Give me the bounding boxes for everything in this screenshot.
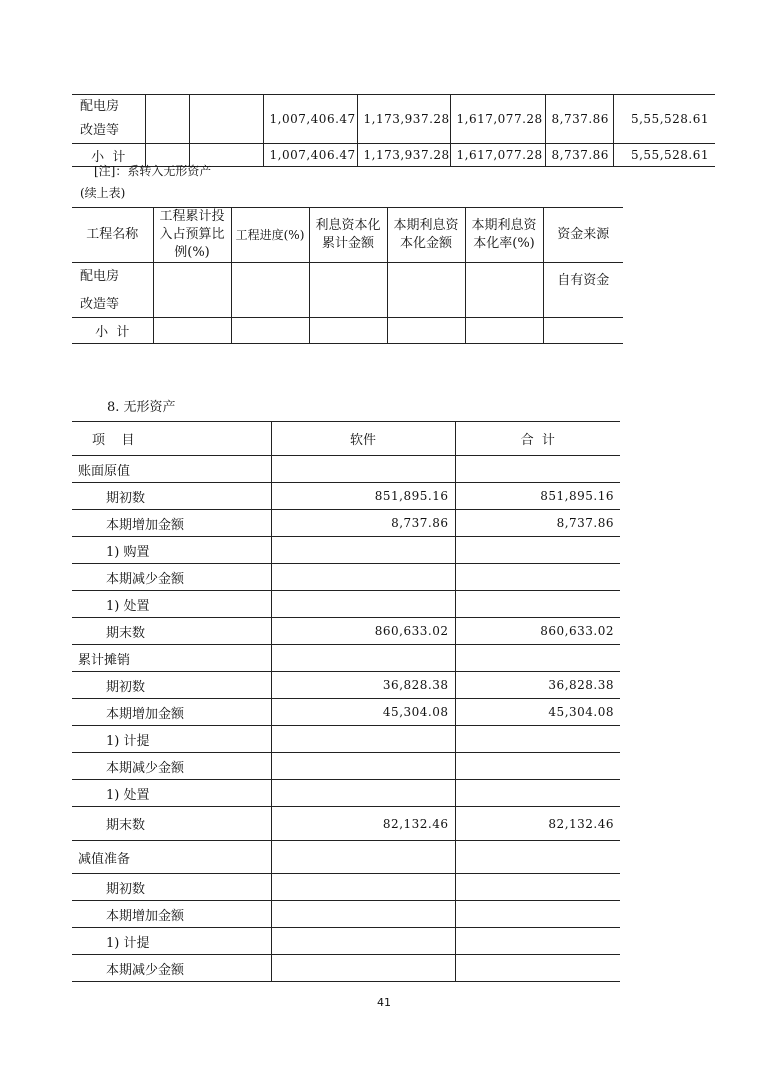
value-cell: 1,617,077.28 — [450, 144, 545, 167]
empty-cell — [309, 263, 387, 318]
empty-cell — [153, 263, 231, 318]
intangible-body — [72, 456, 620, 982]
total-value: 851,895.16 — [455, 483, 620, 510]
total-value — [455, 928, 620, 955]
software-value — [271, 591, 455, 618]
software-value — [271, 753, 455, 780]
empty-cell — [231, 263, 309, 318]
row-label: 减值准备 — [72, 841, 271, 874]
row-label: 累计摊销 — [72, 645, 271, 672]
value-cell: 8,737.86 — [545, 95, 613, 144]
table-row — [72, 841, 620, 874]
table-row — [72, 672, 620, 699]
empty-cell — [387, 318, 465, 344]
header-cell: 本期利息资本化率(%) — [465, 208, 543, 263]
header-cell: 工程累计投入占预算比例(%) — [153, 208, 231, 263]
table-row — [72, 780, 620, 807]
row-label: 期末数 — [72, 618, 271, 645]
total-value — [455, 753, 620, 780]
row-label: 期初数 — [72, 874, 271, 901]
table-row — [72, 456, 620, 483]
header-cell: 项 目 — [72, 422, 271, 456]
software-value — [271, 928, 455, 955]
total-value: 45,304.08 — [455, 699, 620, 726]
total-value — [455, 901, 620, 928]
total-value: 36,828.38 — [455, 672, 620, 699]
table-header-row — [72, 208, 623, 263]
value-cell: 1,007,406.47 — [263, 144, 357, 167]
row-label: 账面原值 — [72, 456, 271, 483]
header-cell: 利息资本化累计金额 — [309, 208, 387, 263]
row-label: 期初数 — [72, 672, 271, 699]
empty-cell — [309, 318, 387, 344]
table-row — [72, 874, 620, 901]
intangible-assets-table — [72, 421, 620, 982]
value-cell: 1,007,406.47 — [263, 95, 357, 144]
empty-cell — [465, 318, 543, 344]
construction-table-part2 — [72, 207, 623, 344]
software-value — [271, 841, 455, 874]
header-cell: 合 计 — [455, 422, 620, 456]
row-label: 1) 处置 — [72, 780, 271, 807]
project-name-line2: 改造等 — [80, 297, 120, 312]
table-row — [72, 510, 620, 537]
total-value: 8,737.86 — [455, 510, 620, 537]
software-value — [271, 456, 455, 483]
subtotal-label: 小 计 — [72, 318, 153, 344]
row-label: 本期减少金额 — [72, 955, 271, 982]
row-label: 本期增加金额 — [72, 901, 271, 928]
construction-table-part1 — [72, 94, 715, 167]
software-value: 851,895.16 — [271, 483, 455, 510]
project-name-line2: 改造等 — [80, 123, 120, 138]
software-value: 36,828.38 — [271, 672, 455, 699]
table-row — [72, 95, 715, 144]
table-row — [72, 955, 620, 982]
software-value: 860,633.02 — [271, 618, 455, 645]
table-row — [72, 753, 620, 780]
value-cell: 1,617,077.28 — [450, 95, 545, 144]
project-name-cell — [72, 263, 153, 318]
header-cell: 软件 — [271, 422, 455, 456]
total-value — [455, 591, 620, 618]
fund-source-cell: 自有资金 — [543, 263, 623, 318]
row-label: 期末数 — [72, 807, 271, 841]
row-label: 本期减少金额 — [72, 753, 271, 780]
table-row — [72, 807, 620, 841]
software-value — [271, 780, 455, 807]
software-value — [271, 955, 455, 982]
value-cell: 1,173,937.28 — [357, 95, 450, 144]
total-value — [455, 841, 620, 874]
row-label: 1) 计提 — [72, 726, 271, 753]
software-value — [271, 901, 455, 928]
header-cell: 工程名称 — [72, 208, 153, 263]
table-header-row — [72, 422, 620, 456]
subtotal-label: 小 计 — [72, 144, 145, 167]
empty-cell — [387, 263, 465, 318]
total-value: 860,633.02 — [455, 618, 620, 645]
table-row — [72, 564, 620, 591]
software-value — [271, 564, 455, 591]
table-row — [72, 645, 620, 672]
header-cell: 资金来源 — [543, 208, 623, 263]
software-value: 45,304.08 — [271, 699, 455, 726]
footnote: [注]：系转入无形资产 — [94, 164, 212, 178]
row-label: 1) 处置 — [72, 591, 271, 618]
row-label: 本期增加金额 — [72, 510, 271, 537]
empty-cell — [465, 263, 543, 318]
row-label: 1) 计提 — [72, 928, 271, 955]
value-cell: 8,737.86 — [545, 144, 613, 167]
total-value — [455, 726, 620, 753]
empty-cell — [153, 318, 231, 344]
software-value — [271, 726, 455, 753]
value-cell: 5,55,528.61 — [613, 144, 715, 167]
table-row — [72, 318, 623, 344]
value-cell: 5,55,528.61 — [613, 95, 715, 144]
total-value — [455, 645, 620, 672]
project-name-line1: 配电房 — [80, 269, 120, 284]
page-number: 41 — [377, 996, 391, 1009]
row-label: 1) 购置 — [72, 537, 271, 564]
row-label: 本期增加金额 — [72, 699, 271, 726]
row-label: 本期减少金额 — [72, 564, 271, 591]
project-name-line1: 配电房 — [80, 99, 120, 114]
table-row — [72, 901, 620, 928]
empty-cell — [543, 318, 623, 344]
header-cell: 工程进度(%) — [231, 208, 309, 263]
total-value — [455, 564, 620, 591]
table-row — [72, 263, 623, 318]
continued-label: (续上表) — [80, 186, 126, 200]
software-value — [271, 537, 455, 564]
section-title: 8. 无形资产 — [107, 400, 176, 415]
row-label: 期初数 — [72, 483, 271, 510]
table-row — [72, 591, 620, 618]
total-value — [455, 874, 620, 901]
table-row — [72, 699, 620, 726]
value-cell: 1,173,937.28 — [357, 144, 450, 167]
total-value — [455, 780, 620, 807]
table-row — [72, 928, 620, 955]
empty-cell — [145, 95, 189, 144]
table-row — [72, 537, 620, 564]
empty-cell — [231, 318, 309, 344]
total-value — [455, 955, 620, 982]
header-cell: 本期利息资本化金额 — [387, 208, 465, 263]
total-value — [455, 456, 620, 483]
total-value: 82,132.46 — [455, 807, 620, 841]
total-value — [455, 537, 620, 564]
software-value: 82,132.46 — [271, 807, 455, 841]
software-value — [271, 645, 455, 672]
project-name-cell — [72, 95, 145, 144]
empty-cell — [189, 95, 263, 144]
table-row — [72, 483, 620, 510]
software-value: 8,737.86 — [271, 510, 455, 537]
software-value — [271, 874, 455, 901]
table-row — [72, 726, 620, 753]
table-row — [72, 618, 620, 645]
